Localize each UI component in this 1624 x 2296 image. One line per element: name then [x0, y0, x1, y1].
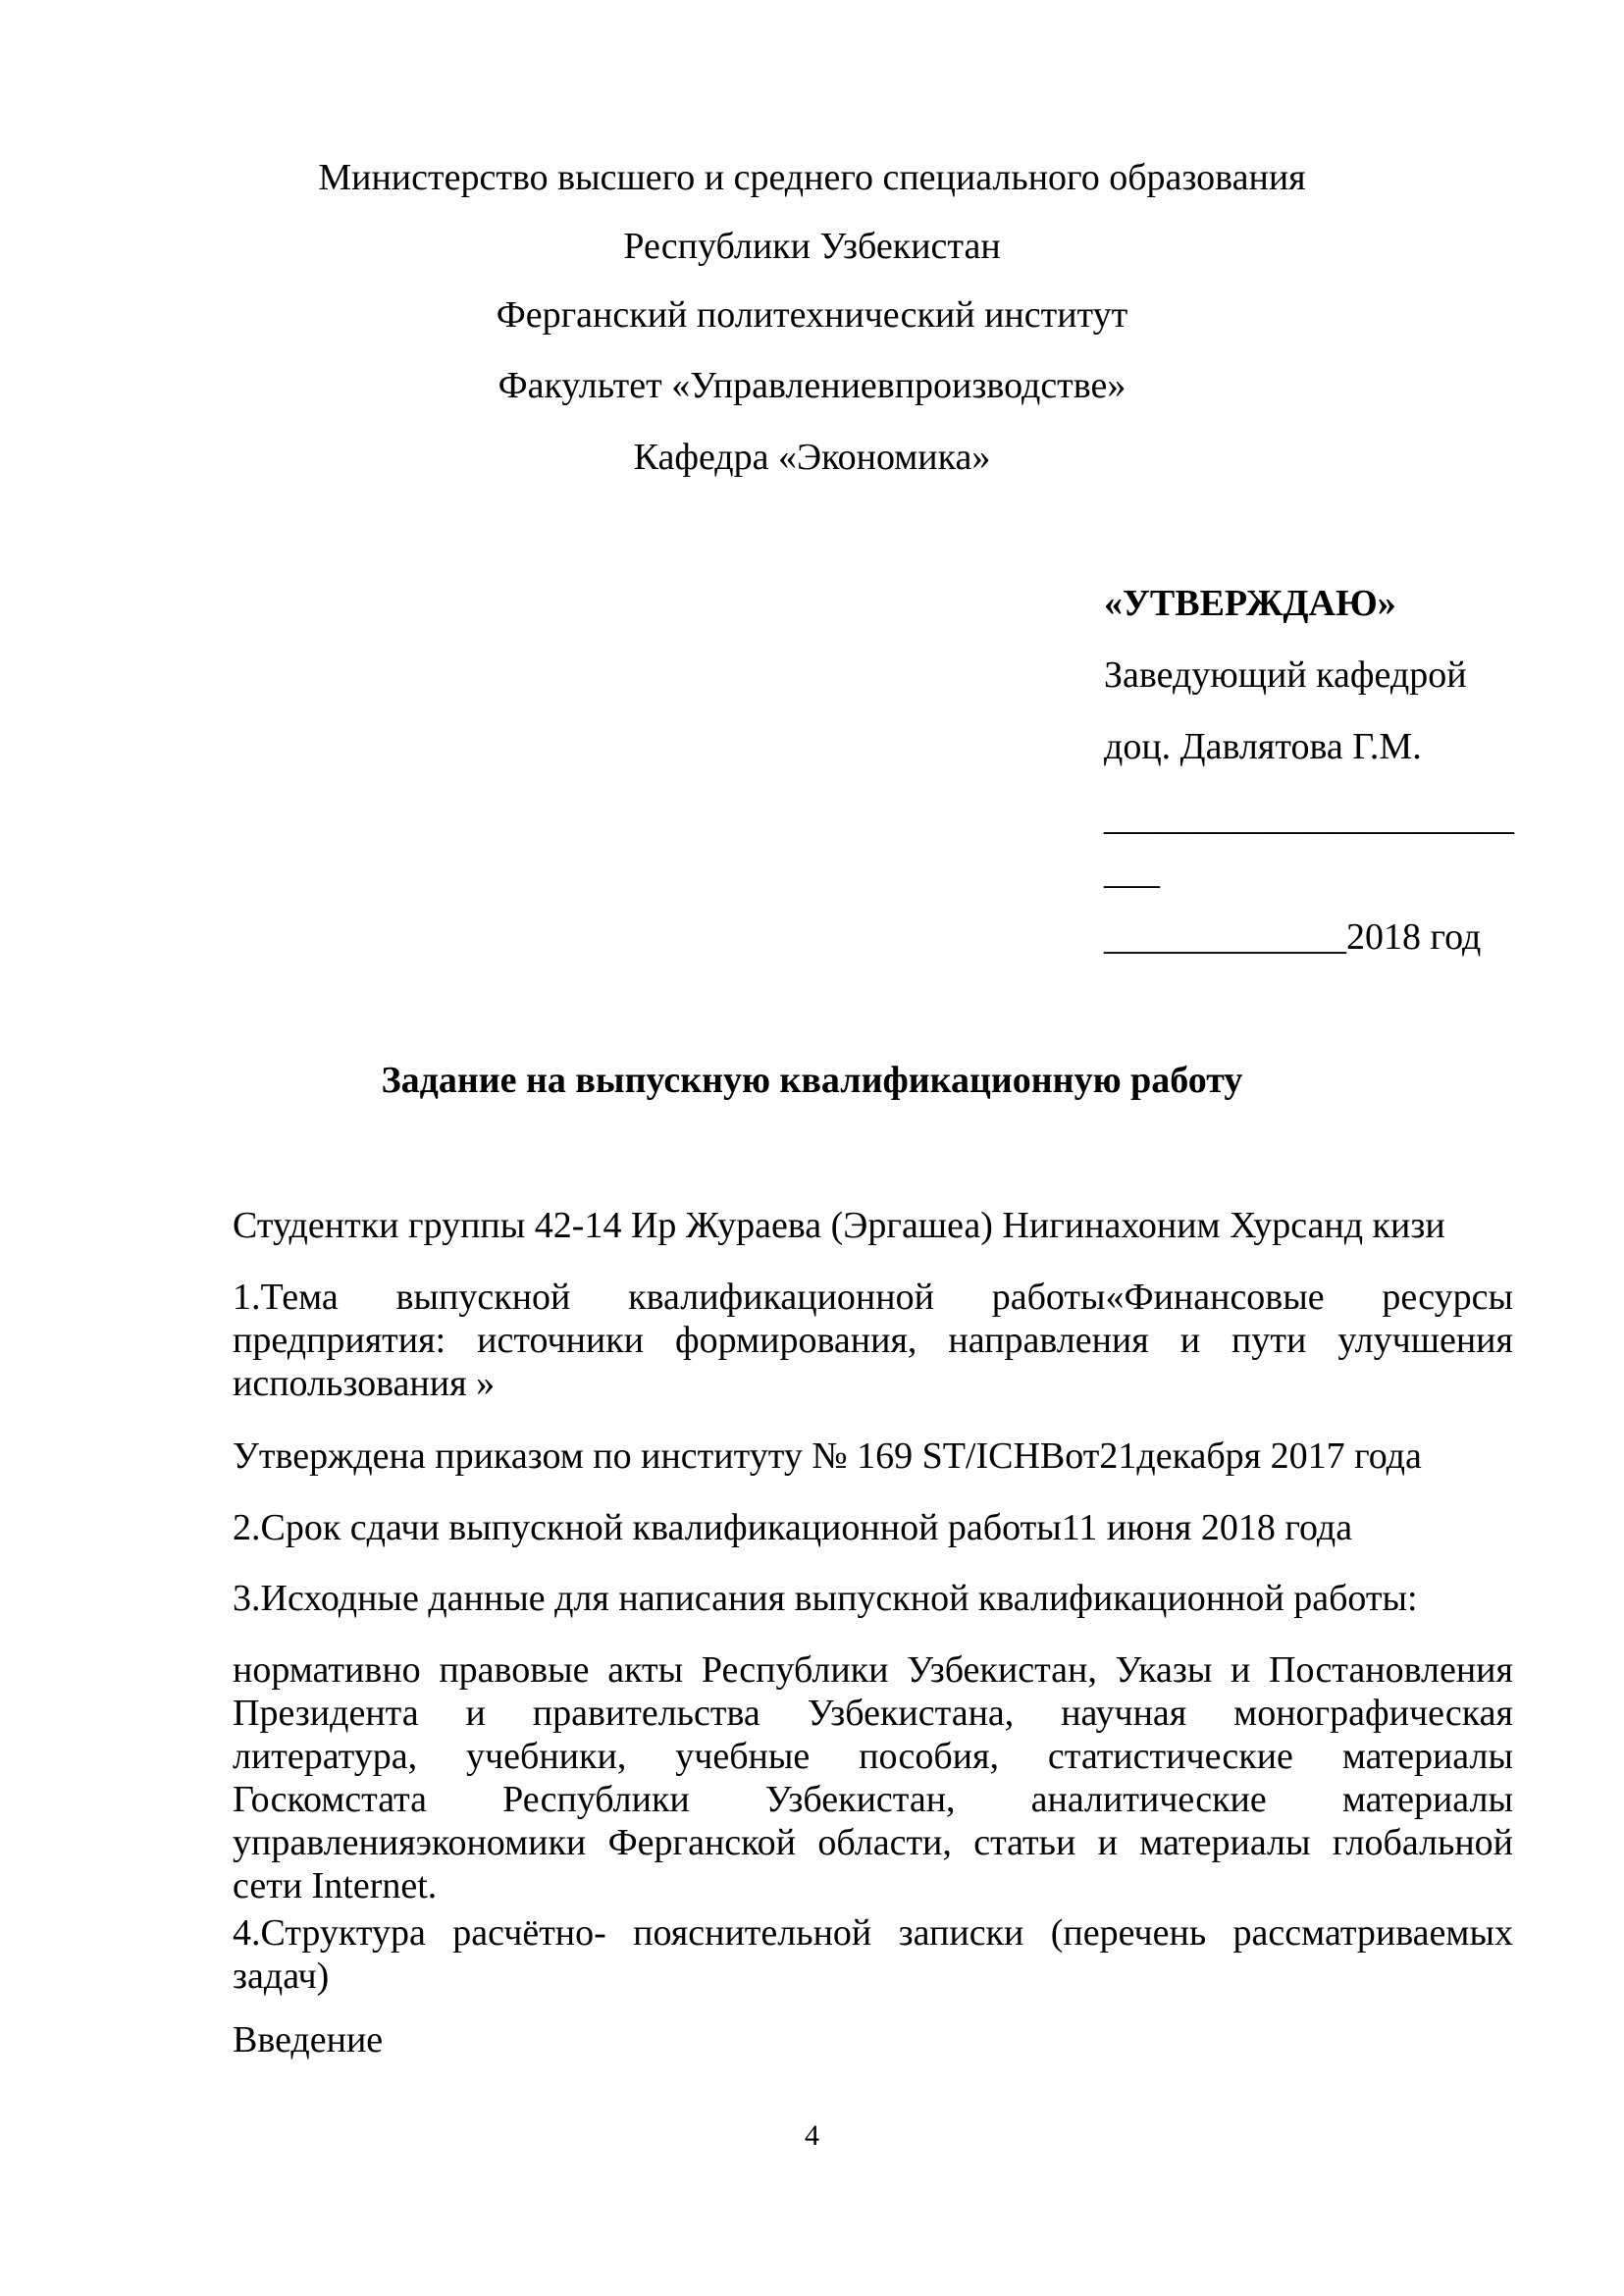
source-data-line: Президента и правительства Узбекистана, научная монографическая [233, 1693, 1513, 1734]
source-data-heading: 3.Исходные данные для написания выпускной квалификационной работы: [233, 1578, 1418, 1619]
institute-name: Ферганский политехнический институт [496, 294, 1128, 336]
faculty-name: Факультет «Управлениевпроизводстве» [498, 365, 1126, 406]
signature-line: ______________________ [1104, 797, 1514, 838]
source-data-line: сети Internet. [233, 1865, 438, 1906]
submission-deadline: 2.Срок сдачи выпускной квалификационной работы11 июня 2018 года [233, 1507, 1353, 1548]
department-name: Кафедра «Экономика» [633, 437, 991, 478]
introduction-heading: Введение [233, 2019, 384, 2061]
thesis-topic-line: предприятия: источники формирования, направления и пути улучшения [233, 1320, 1513, 1361]
thesis-topic-line: использования » [233, 1363, 496, 1404]
source-data-line: управленияэкономики Ферганской области, статьи и материалы глобальной [233, 1822, 1513, 1863]
source-data-line: нормативно правовые акты Республики Узбекистан, Указы и Постановления [233, 1649, 1513, 1691]
approval-position: Заведующий кафедрой [1104, 654, 1467, 696]
note-structure-line: задач) [233, 1956, 330, 1997]
source-data-line: Госкомстата Республики Узбекистан, аналитические материалы [233, 1779, 1513, 1820]
approval-date-line: _____________2018 год [1104, 916, 1482, 958]
page-number: 4 [805, 2119, 819, 2152]
source-data-list [233, 1648, 1513, 1907]
student-line: Студентки группы 42-14 Ир Жураева (Эргашеа) Нигинахоним Хурсанд кизи [233, 1205, 1445, 1246]
approval-name: доц. Давлятова Г.М. [1104, 726, 1422, 767]
source-data-line: литература, учебники, учебные пособия, статистические материалы [233, 1736, 1513, 1777]
thesis-topic-line: 1.Тема выпускной квалификационной работы«Финансовые ресурсы [233, 1277, 1513, 1318]
approval-heading: «УТВЕРЖДАЮ» [1104, 583, 1396, 624]
approval-order: Утверждена приказом по институту № 169 ST/ICHBот21декабря 2017 года [233, 1435, 1422, 1477]
ministry-name: Министерство высшего и среднего специального образования [318, 157, 1306, 198]
republic-name: Республики Узбекистан [623, 226, 1001, 267]
thesis-topic [233, 1276, 1513, 1405]
note-structure [233, 1911, 1513, 1998]
signature-line-continuation: ___ [1104, 851, 1160, 892]
document-title: Задание на выпускную квалификационную работу [381, 1060, 1243, 1101]
note-structure-line: 4.Структура расчётно- пояснительной записки (перечень рассматриваемых [233, 1912, 1513, 1954]
